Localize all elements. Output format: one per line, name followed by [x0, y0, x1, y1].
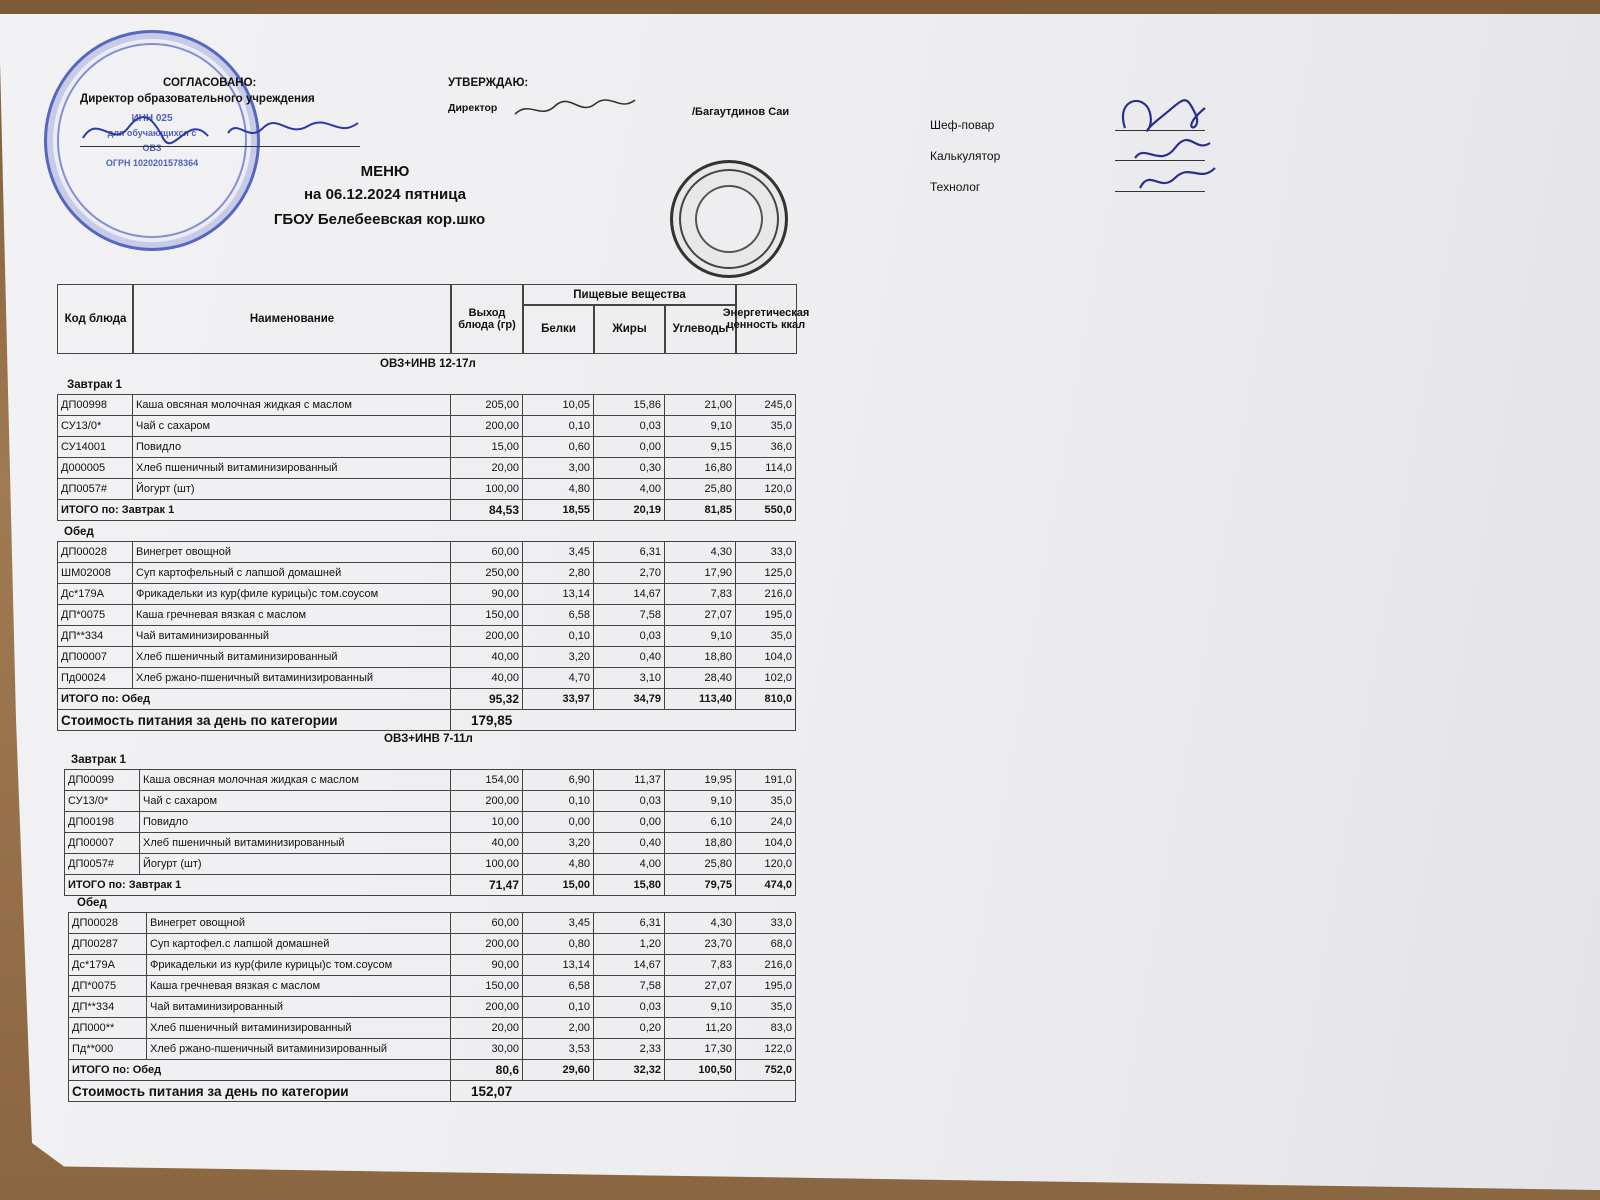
cell-carbs: 21,00: [665, 395, 736, 416]
cell-code: ДП00028: [69, 913, 147, 934]
cell-fat: 2,70: [594, 563, 665, 584]
school-name: ГБОУ Белебеевская кор.шко: [273, 211, 486, 228]
cell-name: Йогурт (шт): [133, 479, 451, 500]
table-row: [58, 584, 796, 605]
cell-yield: 100,00: [451, 854, 523, 875]
cell-energy: 33,0: [736, 913, 796, 934]
cell-carbs: 4,30: [665, 542, 736, 563]
cell-carbs: 18,80: [665, 647, 736, 668]
total-label: ИТОГО по: Обед: [69, 1060, 451, 1081]
total-carbs: 81,85: [665, 500, 736, 521]
cell-code: ДП*0075: [58, 605, 133, 626]
cell-protein: 6,58: [523, 605, 594, 626]
director-signature: [510, 92, 640, 126]
cell-protein: 0,10: [523, 416, 594, 437]
cell-code: СУ13/0*: [58, 416, 133, 437]
cell-code: ДП00198: [65, 812, 140, 833]
cell-carbs: 19,95: [665, 770, 736, 791]
cell-carbs: 9,15: [665, 437, 736, 458]
cell-fat: 14,67: [594, 955, 665, 976]
table-row: [58, 626, 796, 647]
cell-fat: 7,58: [594, 976, 665, 997]
calculator-label: Калькулятор: [930, 149, 1001, 163]
cell-carbs: 25,80: [665, 854, 736, 875]
cell-name: Хлеб пшеничный витаминизированный: [140, 833, 451, 854]
cell-protein: 13,14: [523, 584, 594, 605]
stamp-purpose: для обучающихся с ОВЗ: [107, 127, 197, 153]
cell-code: Дс*179А: [69, 955, 147, 976]
total-label: ИТОГО по: Завтрак 1: [58, 500, 451, 521]
cell-code: СУ13/0*: [65, 791, 140, 812]
cell-yield: 150,00: [451, 976, 523, 997]
cell-name: Хлеб ржано-пшеничный витаминизированный: [147, 1039, 451, 1060]
cell-protein: 0,60: [523, 437, 594, 458]
cell-protein: 3,20: [523, 833, 594, 854]
table-row: [69, 934, 796, 955]
cell-carbs: 23,70: [665, 934, 736, 955]
director-name: /Багаутдинов Саи: [692, 106, 790, 118]
cost-value: 152,07: [451, 1081, 796, 1102]
total-row: [69, 1060, 796, 1081]
section2-breakfast-label: Завтрак 1: [71, 754, 126, 766]
cell-yield: 200,00: [451, 626, 523, 647]
cell-fat: 15,86: [594, 395, 665, 416]
cell-code: Дс*179А: [58, 584, 133, 605]
cell-name: Хлеб ржано-пшеничный витаминизированный: [133, 668, 451, 689]
staff-signatures: [1105, 88, 1225, 200]
cell-carbs: 27,07: [665, 605, 736, 626]
total-protein: 18,55: [523, 500, 594, 521]
cell-fat: 4,00: [594, 479, 665, 500]
cell-name: Хлеб пшеничный витаминизированный: [133, 458, 451, 479]
cell-code: ШМ02008: [58, 563, 133, 584]
cell-code: ДП00007: [58, 647, 133, 668]
cell-carbs: 25,80: [665, 479, 736, 500]
cell-energy: 35,0: [736, 791, 796, 812]
table-row: [65, 791, 796, 812]
cell-name: Каша овсяная молочная жидкая с маслом: [133, 395, 451, 416]
cell-protein: 0,80: [523, 934, 594, 955]
table-row: [58, 416, 796, 437]
cell-energy: 35,0: [736, 626, 796, 647]
cell-fat: 3,10: [594, 668, 665, 689]
cell-yield: 90,00: [451, 584, 523, 605]
total-yield: 80,6: [451, 1060, 523, 1081]
total-carbs: 113,40: [665, 689, 736, 710]
table-row: [65, 770, 796, 791]
cell-carbs: 6,10: [665, 812, 736, 833]
cell-name: Винегрет овощной: [147, 913, 451, 934]
total-energy: 474,0: [736, 875, 796, 896]
table-row: [65, 833, 796, 854]
table-row: [58, 479, 796, 500]
cell-fat: 6,31: [594, 542, 665, 563]
table-row: [69, 976, 796, 997]
cell-fat: 2,33: [594, 1039, 665, 1060]
cell-fat: 11,37: [594, 770, 665, 791]
total-energy: 752,0: [736, 1060, 796, 1081]
menu-title: МЕНЮ: [360, 163, 410, 180]
total-row: [58, 500, 796, 521]
cell-yield: 200,00: [451, 416, 523, 437]
cell-fat: 0,00: [594, 812, 665, 833]
cell-energy: 216,0: [736, 955, 796, 976]
cell-energy: 125,0: [736, 563, 796, 584]
total-row: [58, 689, 796, 710]
cell-fat: 0,20: [594, 1018, 665, 1039]
cell-code: ДП00998: [58, 395, 133, 416]
cell-code: ДП00287: [69, 934, 147, 955]
cell-carbs: 17,90: [665, 563, 736, 584]
agreed-signature: [78, 108, 368, 153]
cell-yield: 200,00: [451, 997, 523, 1018]
cell-fat: 7,58: [594, 605, 665, 626]
cell-code: СУ14001: [58, 437, 133, 458]
table-row: [58, 605, 796, 626]
total-protein: 29,60: [523, 1060, 594, 1081]
cell-protein: 3,00: [523, 458, 594, 479]
cell-yield: 15,00: [451, 437, 523, 458]
cell-yield: 205,00: [451, 395, 523, 416]
cell-protein: 3,53: [523, 1039, 594, 1060]
cell-name: Хлеб пшеничный витаминизированный: [133, 647, 451, 668]
cell-yield: 40,00: [451, 647, 523, 668]
cell-fat: 0,30: [594, 458, 665, 479]
cell-protein: 4,80: [523, 854, 594, 875]
stamp-inn: ИНН 025: [131, 112, 173, 124]
chef-label: Шеф-повар: [930, 118, 995, 132]
cell-yield: 200,00: [451, 791, 523, 812]
col-header-code: Код блюда: [57, 284, 134, 354]
cell-energy: 216,0: [736, 584, 796, 605]
cell-energy: 104,0: [736, 647, 796, 668]
total-label: ИТОГО по: Обед: [58, 689, 451, 710]
cell-name: Фрикадельки из кур(филе курицы)с том.соусом: [147, 955, 451, 976]
cell-name: Хлеб пшеничный витаминизированный: [147, 1018, 451, 1039]
table-row: [58, 395, 796, 416]
table-row: [65, 854, 796, 875]
cell-protein: 6,90: [523, 770, 594, 791]
cell-name: Чай с сахаром: [140, 791, 451, 812]
cell-yield: 10,00: [451, 812, 523, 833]
cell-yield: 200,00: [451, 934, 523, 955]
section2-lunch-table: [68, 912, 796, 1102]
total-energy: 550,0: [736, 500, 796, 521]
cell-name: Винегрет овощной: [133, 542, 451, 563]
cell-yield: 20,00: [451, 1018, 523, 1039]
table-row: [58, 668, 796, 689]
cell-energy: 120,0: [736, 854, 796, 875]
cost-label: Стоимость питания за день по категории: [69, 1081, 451, 1102]
cell-yield: 60,00: [451, 913, 523, 934]
table-row: [69, 1039, 796, 1060]
section1-lunch-label: Обед: [64, 526, 94, 538]
cell-energy: 122,0: [736, 1039, 796, 1060]
cell-carbs: 7,83: [665, 955, 736, 976]
cell-yield: 20,00: [451, 458, 523, 479]
cell-fat: 0,00: [594, 437, 665, 458]
total-fat: 20,19: [594, 500, 665, 521]
cell-energy: 245,0: [736, 395, 796, 416]
cost-row: [58, 710, 796, 731]
section2-breakfast-table: [64, 769, 796, 896]
cell-protein: 4,80: [523, 479, 594, 500]
approve-label: УТВЕРЖДАЮ:: [448, 77, 529, 89]
col-header-yield: Выход блюда (гр): [450, 284, 524, 354]
cell-energy: 68,0: [736, 934, 796, 955]
menu-date: на 06.12.2024 пятница: [304, 186, 466, 203]
cell-code: ДП000**: [69, 1018, 147, 1039]
section2-category: ОВЗ+ИНВ 7-11л: [384, 733, 473, 745]
col-header-fat: Жиры: [593, 304, 666, 354]
total-fat: 32,32: [594, 1060, 665, 1081]
table-row: [58, 437, 796, 458]
cell-carbs: 9,10: [665, 791, 736, 812]
cell-code: ДП00028: [58, 542, 133, 563]
cell-energy: 104,0: [736, 833, 796, 854]
cell-energy: 33,0: [736, 542, 796, 563]
cell-code: ДП00099: [65, 770, 140, 791]
total-fat: 15,80: [594, 875, 665, 896]
table-row: [58, 647, 796, 668]
cell-protein: 3,45: [523, 913, 594, 934]
cell-fat: 0,03: [594, 416, 665, 437]
cell-code: ДП00007: [65, 833, 140, 854]
cell-protein: 0,10: [523, 997, 594, 1018]
cell-name: Йогурт (шт): [140, 854, 451, 875]
cost-value: 179,85: [451, 710, 796, 731]
cell-protein: 6,58: [523, 976, 594, 997]
cell-code: Пд00024: [58, 668, 133, 689]
table-row: [69, 1018, 796, 1039]
table-row: [58, 542, 796, 563]
stamp-ogrn: ОГРН 1020201578364: [105, 157, 199, 168]
cell-name: Чай витаминизированный: [133, 626, 451, 647]
technologist-label: Технолог: [930, 180, 981, 194]
cell-energy: 35,0: [736, 997, 796, 1018]
cell-carbs: 18,80: [665, 833, 736, 854]
section1-category: ОВЗ+ИНВ 12-17л: [380, 358, 476, 370]
cell-protein: 4,70: [523, 668, 594, 689]
cell-protein: 0,10: [523, 626, 594, 647]
cell-fat: 0,03: [594, 791, 665, 812]
cell-code: ДП0057#: [65, 854, 140, 875]
col-header-name: Наименование: [132, 284, 452, 354]
cell-fat: 0,03: [594, 626, 665, 647]
cell-fat: 6,31: [594, 913, 665, 934]
cell-code: Д000005: [58, 458, 133, 479]
cell-yield: 30,00: [451, 1039, 523, 1060]
cell-yield: 90,00: [451, 955, 523, 976]
total-yield: 95,32: [451, 689, 523, 710]
table-row: [69, 955, 796, 976]
cell-energy: 83,0: [736, 1018, 796, 1039]
cell-code: ДП**334: [69, 997, 147, 1018]
cell-carbs: 9,10: [665, 626, 736, 647]
total-protein: 15,00: [523, 875, 594, 896]
cell-yield: 150,00: [451, 605, 523, 626]
cost-label: Стоимость питания за день по категории: [58, 710, 451, 731]
cell-energy: 35,0: [736, 416, 796, 437]
cell-carbs: 7,83: [665, 584, 736, 605]
cell-energy: 114,0: [736, 458, 796, 479]
col-header-carbs: Углеводы: [664, 304, 737, 354]
cell-fat: 4,00: [594, 854, 665, 875]
cell-yield: 40,00: [451, 833, 523, 854]
cell-yield: 60,00: [451, 542, 523, 563]
cell-protein: 10,05: [523, 395, 594, 416]
table-row: [58, 458, 796, 479]
cell-carbs: 4,30: [665, 913, 736, 934]
agreed-role: Директор образовательного учреждения: [80, 93, 315, 105]
cell-energy: 191,0: [736, 770, 796, 791]
table-row: [69, 997, 796, 1018]
total-yield: 84,53: [451, 500, 523, 521]
cell-energy: 120,0: [736, 479, 796, 500]
cell-protein: 13,14: [523, 955, 594, 976]
total-carbs: 79,75: [665, 875, 736, 896]
cell-name: Суп картофельный с лапшой домашней: [133, 563, 451, 584]
col-header-protein: Белки: [522, 304, 595, 354]
total-row: [65, 875, 796, 896]
cell-protein: 2,80: [523, 563, 594, 584]
cell-code: ДП**334: [58, 626, 133, 647]
agreed-label: СОГЛАСОВАНО:: [163, 77, 257, 89]
cell-name: Суп картофел.с лапшой домашней: [147, 934, 451, 955]
cell-yield: 154,00: [451, 770, 523, 791]
cell-carbs: 9,10: [665, 416, 736, 437]
cell-energy: 195,0: [736, 976, 796, 997]
cell-protein: 0,10: [523, 791, 594, 812]
col-header-energy: Энергетическая ценность ккал: [735, 284, 797, 354]
cell-name: Каша овсяная молочная жидкая с маслом: [140, 770, 451, 791]
cell-name: Повидло: [133, 437, 451, 458]
total-protein: 33,97: [523, 689, 594, 710]
cell-name: Каша гречневая вязкая с маслом: [147, 976, 451, 997]
cell-protein: 0,00: [523, 812, 594, 833]
cell-carbs: 27,07: [665, 976, 736, 997]
section1-breakfast-table: [57, 394, 796, 521]
cell-energy: 195,0: [736, 605, 796, 626]
cell-carbs: 28,40: [665, 668, 736, 689]
section2-lunch-label: Обед: [77, 897, 107, 909]
black-official-seal: [670, 160, 788, 278]
cell-name: Фрикадельки из кур(филе курицы)с том.соусом: [133, 584, 451, 605]
cell-yield: 100,00: [451, 479, 523, 500]
cell-fat: 1,20: [594, 934, 665, 955]
table-row: [58, 563, 796, 584]
cell-energy: 24,0: [736, 812, 796, 833]
col-header-nutrients: Пищевые вещества: [522, 284, 737, 306]
table-row: [65, 812, 796, 833]
cell-name: Чай витаминизированный: [147, 997, 451, 1018]
total-label: ИТОГО по: Завтрак 1: [65, 875, 451, 896]
cell-carbs: 17,30: [665, 1039, 736, 1060]
cell-fat: 0,40: [594, 647, 665, 668]
total-energy: 810,0: [736, 689, 796, 710]
cell-code: ДП0057#: [58, 479, 133, 500]
section1-lunch-table: [57, 541, 796, 731]
cell-energy: 102,0: [736, 668, 796, 689]
cell-carbs: 9,10: [665, 997, 736, 1018]
cost-row: [69, 1081, 796, 1102]
cell-carbs: 16,80: [665, 458, 736, 479]
cell-fat: 0,03: [594, 997, 665, 1018]
cell-code: Пд**000: [69, 1039, 147, 1060]
cell-yield: 40,00: [451, 668, 523, 689]
cell-code: ДП*0075: [69, 976, 147, 997]
cell-fat: 0,40: [594, 833, 665, 854]
cell-name: Чай с сахаром: [133, 416, 451, 437]
total-carbs: 100,50: [665, 1060, 736, 1081]
cell-energy: 36,0: [736, 437, 796, 458]
cell-yield: 250,00: [451, 563, 523, 584]
table-row: [69, 913, 796, 934]
cell-fat: 14,67: [594, 584, 665, 605]
section1-breakfast-label: Завтрак 1: [67, 379, 122, 391]
cell-carbs: 11,20: [665, 1018, 736, 1039]
approve-role: Директор: [448, 102, 498, 114]
cell-name: Каша гречневая вязкая с маслом: [133, 605, 451, 626]
cell-protein: 3,45: [523, 542, 594, 563]
total-yield: 71,47: [451, 875, 523, 896]
cell-protein: 3,20: [523, 647, 594, 668]
cell-protein: 2,00: [523, 1018, 594, 1039]
cell-name: Повидло: [140, 812, 451, 833]
total-fat: 34,79: [594, 689, 665, 710]
